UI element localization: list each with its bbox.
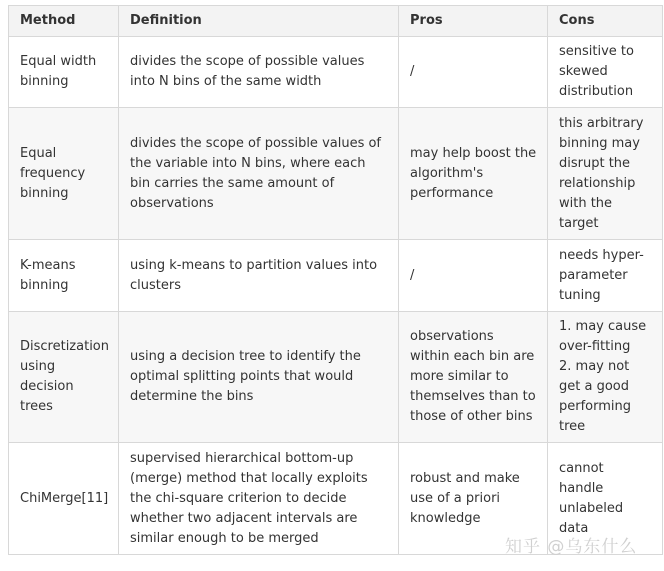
definition-cell: using a decision tree to identify the optimal splitting points that would determine the bins — [119, 312, 399, 443]
table-row — [9, 312, 663, 443]
header-method: Method — [9, 6, 119, 37]
header-definition: Definition — [119, 6, 399, 37]
method-cell: ChiMerge[11] — [9, 443, 119, 555]
method-cell: Discretization using decision trees — [9, 312, 119, 443]
method-cell: Equal frequency binning — [9, 108, 119, 240]
pros-cell: / — [399, 37, 548, 108]
cons-cell: this arbitrary binning may disrupt the relationship with the target — [548, 108, 663, 240]
pros-cell: observations within each bin are more similar to themselves than to those of other bins — [399, 312, 548, 443]
table-row — [9, 240, 663, 312]
pros-cell: robust and make use of a priori knowledge — [399, 443, 548, 555]
watermark: 知乎 @乌东什么 — [505, 537, 638, 557]
table-header-row — [9, 6, 663, 37]
definition-cell: divides the scope of possible values into N bins of the same width — [119, 37, 399, 108]
method-cell: Equal width binning — [9, 37, 119, 108]
header-pros: Pros — [399, 6, 548, 37]
header-cons: Cons — [548, 6, 663, 37]
definition-cell: supervised hierarchical bottom-up (merge) method that locally exploits the chi-square criterion to decide whether two adjacent intervals are similar enough to be merged — [119, 443, 399, 555]
cons-cell: needs hyper-parameter tuning — [548, 240, 663, 312]
cons-cell: 1. may cause over-fitting 2. may not get a good performing tree — [548, 312, 663, 443]
table-row — [9, 37, 663, 108]
definition-cell: divides the scope of possible values of the variable into N bins, where each bin carries the same amount of observations — [119, 108, 399, 240]
definition-cell: using k-means to partition values into clusters — [119, 240, 399, 312]
method-cell: K-means binning — [9, 240, 119, 312]
cons-cell: sensitive to skewed distribution — [548, 37, 663, 108]
table-row — [9, 108, 663, 240]
pros-cell: may help boost the algorithm's performance — [399, 108, 548, 240]
binning-methods-table — [8, 5, 663, 555]
pros-cell: / — [399, 240, 548, 312]
cons-cell: cannot handle unlabeled data — [548, 443, 663, 555]
